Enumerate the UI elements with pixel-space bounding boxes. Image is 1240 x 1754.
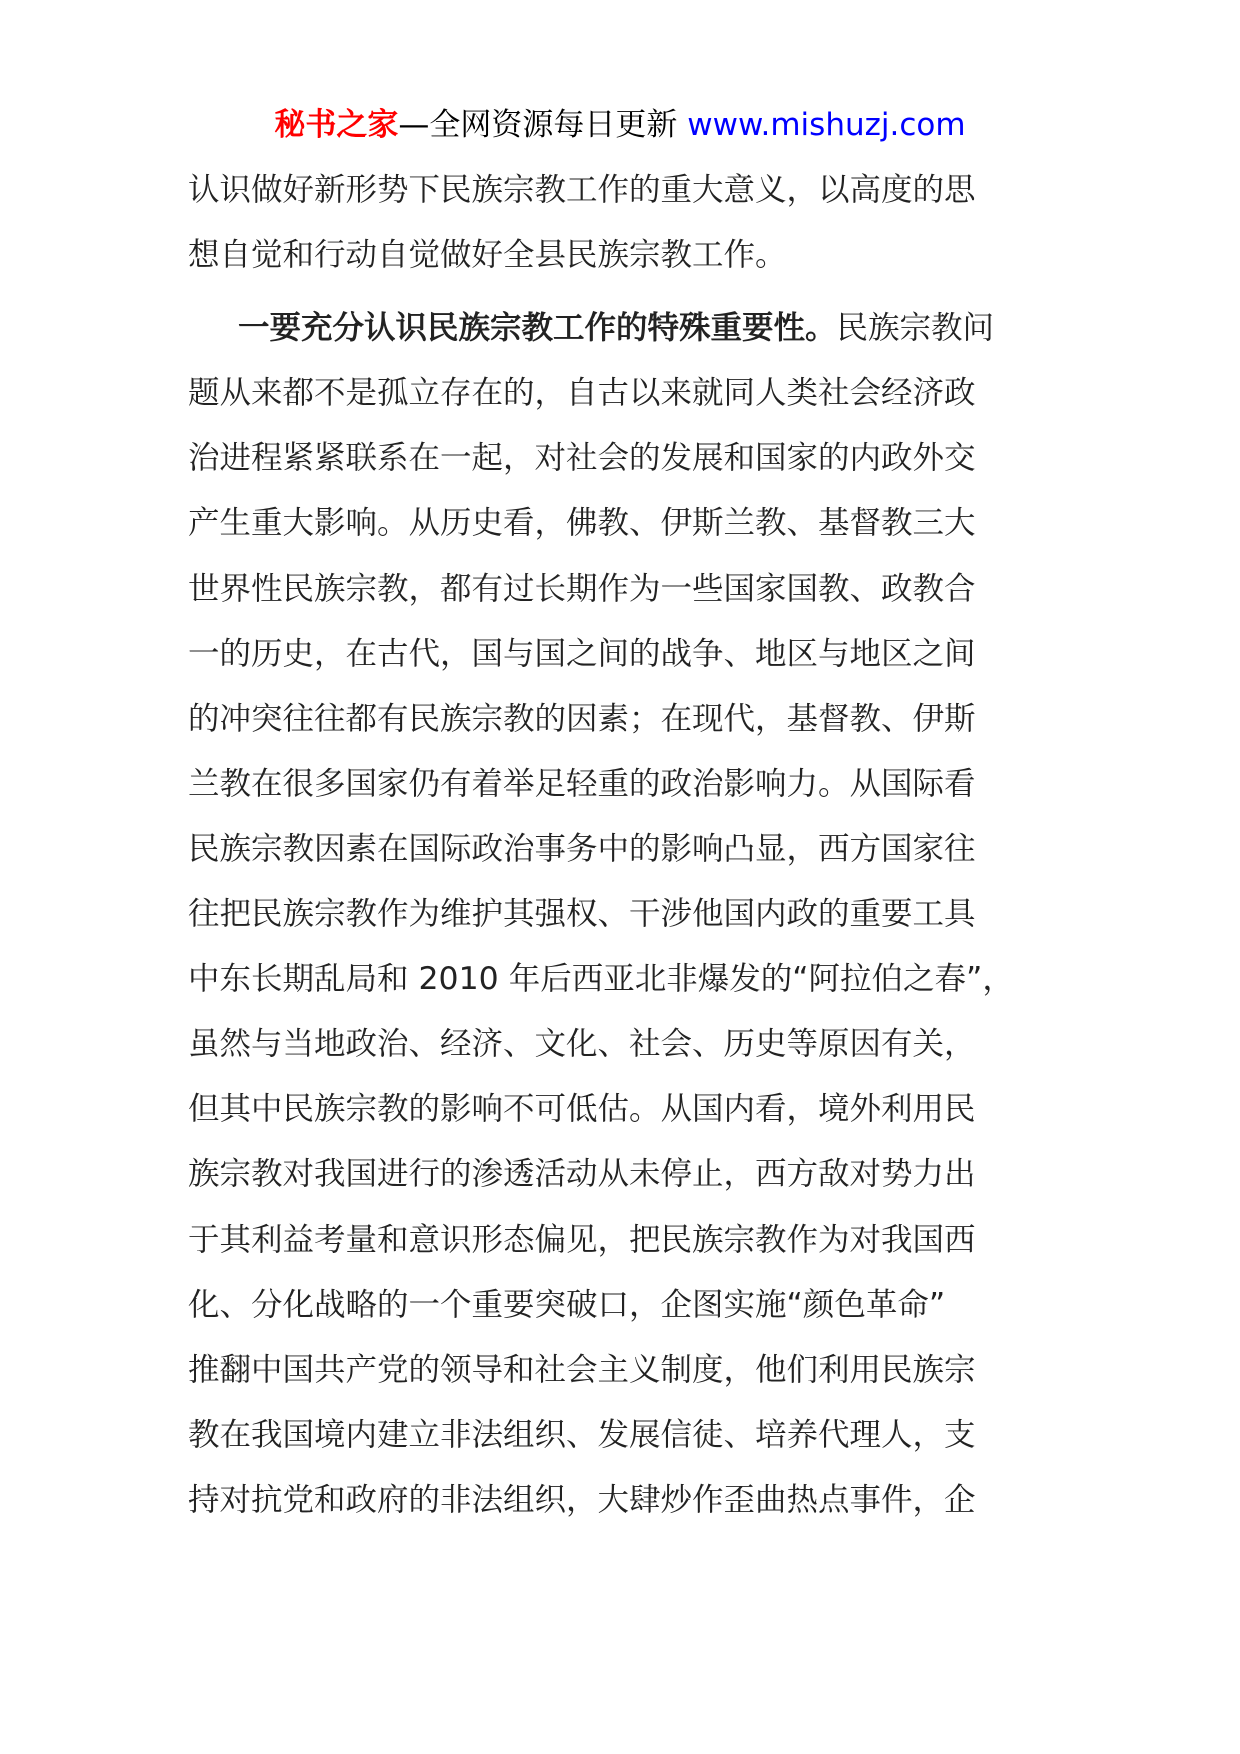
text-line: 题从来都不是孤立存在的，自古以来就同人类社会经济政 xyxy=(188,375,976,412)
brand-name: 秘书之家 xyxy=(274,107,399,143)
text-line: 持对抗党和政府的非法组织，大肆炒作歪曲热点事件，企 xyxy=(188,1481,976,1518)
text-line: 民族宗教因素在国际政治事务中的影响凸显，西方国家往 xyxy=(188,830,976,867)
text-line: 往把民族宗教作为维护其强权、干涉他国内政的重要工具 xyxy=(188,896,976,933)
text-run: 民族宗教问 xyxy=(836,310,995,347)
text-line: 族宗教对我国进行的渗透活动从未停止，西方敌对势力出 xyxy=(188,1156,976,1193)
text-line: 想自觉和行动自觉做好全县民族宗教工作。 xyxy=(188,237,787,274)
text-line: 产生重大影响。从历史看，佛教、伊斯兰教、基督教三大 xyxy=(188,505,976,542)
text-line: 治进程紧紧联系在一起，对社会的发展和国家的内政外交 xyxy=(188,440,976,477)
text-line: 的冲突往往都有民族宗教的因素；在现代，基督教、伊斯 xyxy=(188,700,976,737)
text-line: 一的历史，在古代，国与国之间的战争、地区与地区之间 xyxy=(188,635,976,672)
text-line: 于其利益考量和意识形态偏见，把民族宗教作为对我国西 xyxy=(188,1221,976,1258)
paragraph-heading-line xyxy=(188,296,1108,361)
text-line: 认识做好新形势下民族宗教工作的重大意义，以高度的思 xyxy=(188,172,976,208)
document-body xyxy=(188,158,1108,1533)
text-line: 兰教在很多国家仍有着举足轻重的政治影响力。从国际看 xyxy=(188,765,976,802)
text-line: 虽然与当地政治、经济、文化、社会、历史等原因有关， xyxy=(188,1026,976,1063)
text-line: 但其中民族宗教的影响不可低估。从国内看，境外利用民 xyxy=(188,1091,976,1128)
text-line: 中东长期乱局和 2010 年后西亚北非爆发的“阿拉伯之春”， xyxy=(188,961,1014,998)
site-url-link[interactable]: www.mishuzj.com xyxy=(687,107,966,143)
text-line: 化、分化战略的一个重要突破口，企图实施“颜色革命” xyxy=(188,1286,946,1323)
paragraph-heading: 一要充分认识民族宗教工作的特殊重要性。 xyxy=(238,310,837,347)
text-line: 教在我国境内建立非法组织、发展信徒、培养代理人，支 xyxy=(188,1416,976,1453)
text-line: 推翻中国共产党的领导和社会主义制度，他们利用民族宗 xyxy=(188,1351,976,1388)
header-tagline: —全网资源每日更新 xyxy=(398,107,678,143)
page-header xyxy=(0,100,1240,150)
text-line: 世界性民族宗教，都有过长期作为一些国家国教、政教合 xyxy=(188,570,976,607)
